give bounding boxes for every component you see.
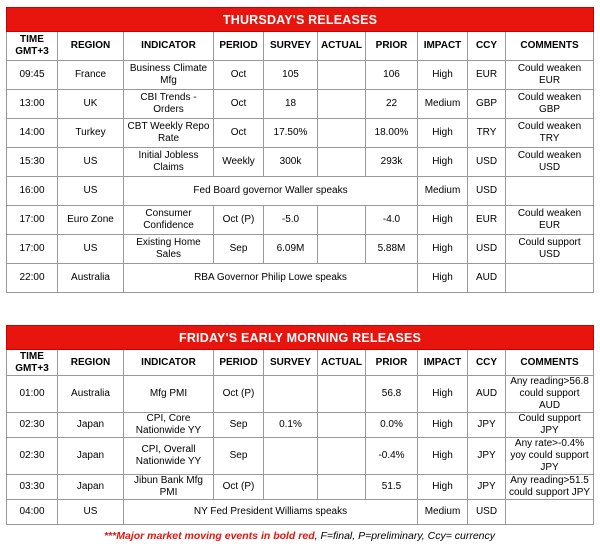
footnote-highlight: ***Major market moving events in bold red — [103, 530, 315, 542]
footnote — [6, 530, 593, 542]
cell-impact: High — [418, 206, 468, 235]
cell-indicator: CBT Weekly Repo Rate — [124, 119, 214, 148]
col-header-ccy: CCY — [468, 350, 506, 376]
cell-ccy: EUR — [468, 206, 506, 235]
cell-ccy: USD — [468, 235, 506, 264]
cell-region: Euro Zone — [58, 206, 124, 235]
cell-indicator: Existing Home Sales — [124, 235, 214, 264]
cell-survey: 105 — [264, 61, 318, 90]
cell-region: US — [58, 148, 124, 177]
col-header-impact: IMPACT — [418, 350, 468, 376]
col-header-region: REGION — [58, 350, 124, 376]
cell-event-description: Fed Board governor Waller speaks — [124, 177, 418, 206]
thursday-releases-table — [6, 7, 594, 293]
table-row — [7, 119, 594, 148]
cell-event-description: NY Fed President Williams speaks — [124, 500, 418, 525]
cell-actual — [318, 475, 366, 500]
cell-impact: High — [418, 119, 468, 148]
cell-period: Oct (P) — [214, 206, 264, 235]
cell-actual — [318, 376, 366, 413]
cell-prior: 51.5 — [366, 475, 418, 500]
col-header-actual: ACTUAL — [318, 350, 366, 376]
cell-region: Australia — [58, 376, 124, 413]
cell-prior: 18.00% — [366, 119, 418, 148]
col-header-impact: IMPACT — [418, 32, 468, 61]
thursday-title: THURSDAY'S RELEASES — [7, 8, 594, 32]
cell-period: Sep — [214, 413, 264, 438]
table-row — [7, 206, 594, 235]
cell-period: Weekly — [214, 148, 264, 177]
table-row — [7, 500, 594, 525]
cell-ccy: GBP — [468, 90, 506, 119]
cell-impact: High — [418, 148, 468, 177]
cell-event-description: RBA Governor Philip Lowe speaks — [124, 264, 418, 293]
cell-indicator: Jibun Bank Mfg PMI — [124, 475, 214, 500]
cell-region: Japan — [58, 475, 124, 500]
cell-impact: High — [418, 264, 468, 293]
cell-time: 13:00 — [7, 90, 58, 119]
cell-region: France — [58, 61, 124, 90]
cell-actual — [318, 148, 366, 177]
col-header-survey: SURVEY — [264, 350, 318, 376]
col-header-comments: COMMENTS — [506, 32, 594, 61]
col-header-survey: SURVEY — [264, 32, 318, 61]
cell-impact: High — [418, 413, 468, 438]
cell-indicator: Consumer Confidence — [124, 206, 214, 235]
cell-comments: Could weaken GBP — [506, 90, 594, 119]
cell-time: 04:00 — [7, 500, 58, 525]
cell-impact: High — [418, 235, 468, 264]
cell-indicator: Business Climate Mfg — [124, 61, 214, 90]
cell-prior: 0.0% — [366, 413, 418, 438]
cell-comments: Could support USD — [506, 235, 594, 264]
table-row — [7, 61, 594, 90]
cell-comments — [506, 500, 594, 525]
col-header-time: TIME GMT+3 — [7, 350, 58, 376]
cell-indicator: CPI, Core Nationwide YY — [124, 413, 214, 438]
cell-impact: High — [418, 376, 468, 413]
cell-actual — [318, 119, 366, 148]
cell-ccy: USD — [468, 148, 506, 177]
cell-region: US — [58, 235, 124, 264]
table-row — [7, 148, 594, 177]
cell-period: Oct — [214, 119, 264, 148]
cell-prior: 22 — [366, 90, 418, 119]
cell-comments: Any reading>51.5 could support JPY — [506, 475, 594, 500]
cell-prior: 106 — [366, 61, 418, 90]
cell-ccy: AUD — [468, 376, 506, 413]
table-row — [7, 235, 594, 264]
cell-time: 17:00 — [7, 235, 58, 264]
cell-impact: Medium — [418, 177, 468, 206]
cell-survey — [264, 438, 318, 475]
col-header-ccy: CCY — [468, 32, 506, 61]
cell-survey: 18 — [264, 90, 318, 119]
col-header-prior: PRIOR — [366, 32, 418, 61]
cell-prior: 5.88M — [366, 235, 418, 264]
cell-time: 03:30 — [7, 475, 58, 500]
col-header-region: REGION — [58, 32, 124, 61]
cell-indicator: CBI Trends - Orders — [124, 90, 214, 119]
cell-prior: -0.4% — [366, 438, 418, 475]
cell-time: 02:30 — [7, 438, 58, 475]
cell-region: Turkey — [58, 119, 124, 148]
cell-actual — [318, 235, 366, 264]
col-header-period: PERIOD — [214, 350, 264, 376]
col-header-period: PERIOD — [214, 32, 264, 61]
cell-time: 16:00 — [7, 177, 58, 206]
table-row — [7, 413, 594, 438]
cell-region: US — [58, 177, 124, 206]
cell-time: 02:30 — [7, 413, 58, 438]
friday-releases-table — [6, 325, 594, 525]
cell-period: Oct — [214, 90, 264, 119]
cell-indicator: Mfg PMI — [124, 376, 214, 413]
cell-period: Oct (P) — [214, 475, 264, 500]
cell-comments: Could weaken TRY — [506, 119, 594, 148]
cell-survey: 300k — [264, 148, 318, 177]
cell-comments — [506, 264, 594, 293]
col-header-time: TIME GMT+3 — [7, 32, 58, 61]
footnote-legend: , F=final, P=preliminary, Ccy= currency — [314, 530, 496, 542]
cell-prior: 293k — [366, 148, 418, 177]
table-row — [7, 438, 594, 475]
cell-ccy: AUD — [468, 264, 506, 293]
cell-comments: Any reading>56.8 could support AUD — [506, 376, 594, 413]
cell-time: 17:00 — [7, 206, 58, 235]
cell-comments — [506, 177, 594, 206]
cell-period: Oct — [214, 61, 264, 90]
cell-region: US — [58, 500, 124, 525]
cell-actual — [318, 206, 366, 235]
cell-comments: Could weaken USD — [506, 148, 594, 177]
friday-title: FRIDAY'S EARLY MORNING RELEASES — [7, 326, 594, 350]
cell-time: 15:30 — [7, 148, 58, 177]
col-header-indicator: INDICATOR — [124, 32, 214, 61]
cell-impact: High — [418, 438, 468, 475]
cell-survey: 6.09M — [264, 235, 318, 264]
cell-indicator: CPI, Overall Nationwide YY — [124, 438, 214, 475]
cell-comments: Could support JPY — [506, 413, 594, 438]
cell-time: 22:00 — [7, 264, 58, 293]
cell-comments: Could weaken EUR — [506, 61, 594, 90]
cell-survey: 0.1% — [264, 413, 318, 438]
table-row — [7, 376, 594, 413]
cell-prior: 56.8 — [366, 376, 418, 413]
cell-comments: Could weaken EUR — [506, 206, 594, 235]
col-header-comments: COMMENTS — [506, 350, 594, 376]
friday-header-row — [7, 350, 594, 376]
cell-ccy: USD — [468, 177, 506, 206]
cell-prior: -4.0 — [366, 206, 418, 235]
cell-time: 09:45 — [7, 61, 58, 90]
cell-actual — [318, 413, 366, 438]
cell-region: Japan — [58, 438, 124, 475]
cell-survey: -5.0 — [264, 206, 318, 235]
thursday-header-row — [7, 32, 594, 61]
cell-period: Sep — [214, 235, 264, 264]
cell-indicator: Initial Jobless Claims — [124, 148, 214, 177]
cell-ccy: JPY — [468, 413, 506, 438]
cell-impact: Medium — [418, 500, 468, 525]
cell-region: Japan — [58, 413, 124, 438]
cell-ccy: EUR — [468, 61, 506, 90]
cell-ccy: JPY — [468, 438, 506, 475]
col-header-actual: ACTUAL — [318, 32, 366, 61]
cell-ccy: USD — [468, 500, 506, 525]
cell-region: Australia — [58, 264, 124, 293]
cell-time: 14:00 — [7, 119, 58, 148]
cell-period: Sep — [214, 438, 264, 475]
col-header-prior: PRIOR — [366, 350, 418, 376]
cell-region: UK — [58, 90, 124, 119]
cell-time: 01:00 — [7, 376, 58, 413]
cell-ccy: JPY — [468, 475, 506, 500]
col-header-indicator: INDICATOR — [124, 350, 214, 376]
cell-survey — [264, 475, 318, 500]
table-row — [7, 475, 594, 500]
table-row — [7, 264, 594, 293]
cell-impact: Medium — [418, 90, 468, 119]
cell-ccy: TRY — [468, 119, 506, 148]
table-row — [7, 90, 594, 119]
cell-comments: Any rate>-0.4% yoy could support JPY — [506, 438, 594, 475]
cell-actual — [318, 90, 366, 119]
cell-survey — [264, 376, 318, 413]
cell-actual — [318, 438, 366, 475]
cell-survey: 17.50% — [264, 119, 318, 148]
cell-impact: High — [418, 475, 468, 500]
cell-period: Oct (P) — [214, 376, 264, 413]
cell-actual — [318, 61, 366, 90]
cell-impact: High — [418, 61, 468, 90]
table-row — [7, 177, 594, 206]
